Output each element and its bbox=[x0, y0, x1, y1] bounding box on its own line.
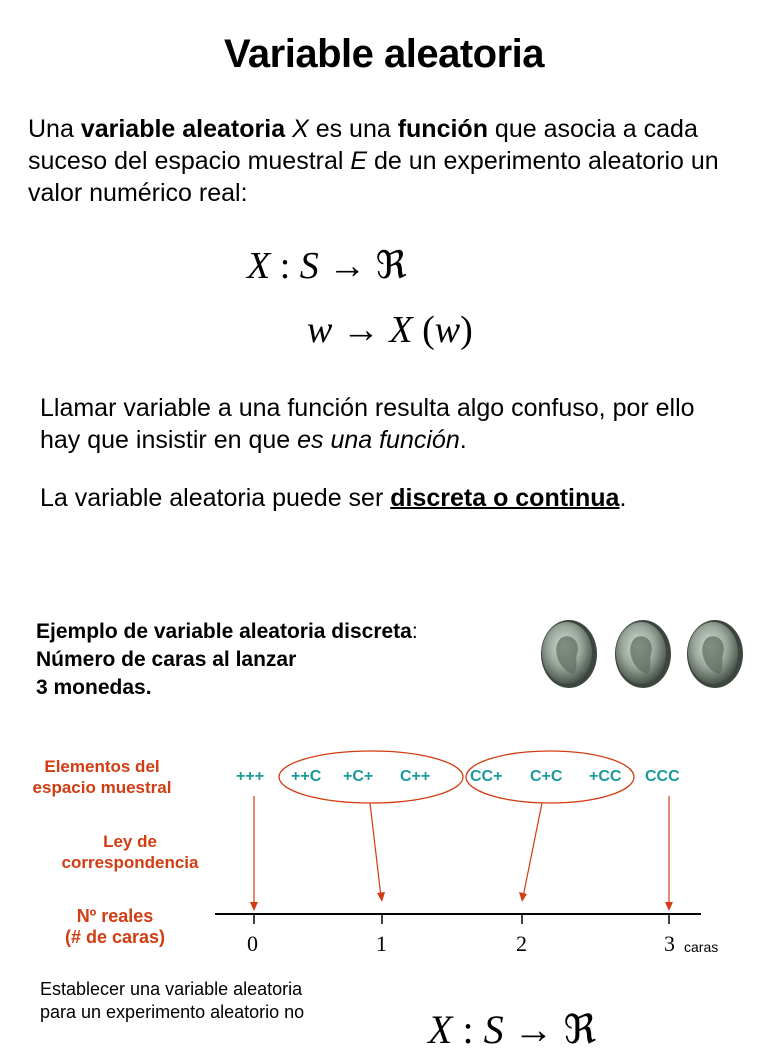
outcome-label: CCC bbox=[645, 768, 680, 785]
outcome-label: +C+ bbox=[343, 768, 374, 785]
coin-icon bbox=[541, 620, 597, 688]
outcome-label: CC+ bbox=[470, 768, 503, 785]
arrow-to-1 bbox=[370, 803, 381, 897]
example-heading: Ejemplo de variable aleatoria discreta: Número de caras al lanzar 3 monedas. bbox=[36, 620, 418, 699]
coin-icon bbox=[687, 620, 743, 688]
formula-element-mapping: w → X (w) bbox=[307, 309, 473, 351]
outcome-label: +++ bbox=[236, 768, 265, 785]
label-correspondence-law: Ley de correspondencia bbox=[61, 832, 199, 872]
note-function: Llamar variable a una función resulta algo confuso, por ello hay que insistir en que es una función. bbox=[40, 394, 695, 454]
arrow-to-2 bbox=[523, 803, 542, 897]
coins-illustration bbox=[535, 614, 747, 692]
outcome-label: C++ bbox=[400, 768, 431, 785]
page-title: Variable aleatoria bbox=[223, 32, 545, 76]
formula-mapping: X : S → ℜ bbox=[247, 245, 407, 287]
outcome-label: ++C bbox=[291, 768, 322, 785]
label-sample-space: Elementos del espacio muestral bbox=[32, 757, 172, 797]
axis-unit-label: caras bbox=[684, 939, 719, 955]
outcome-label: +CC bbox=[589, 768, 622, 785]
bottom-text: Establecer una variable aleatoria para un experimento aleatorio no bbox=[40, 979, 305, 1022]
label-real-numbers: Nº reales (# de caras) bbox=[64, 906, 166, 947]
outcome-label: C+C bbox=[530, 768, 563, 785]
formula-mapping-bottom: X : S → ℜ bbox=[428, 1007, 597, 1052]
axis-tick-label: 3 bbox=[664, 931, 675, 956]
coin-icon bbox=[615, 620, 671, 688]
axis-tick-label: 0 bbox=[247, 931, 258, 956]
note-discrete-continuous: La variable aleatoria puede ser discreta o continua. bbox=[40, 484, 627, 512]
axis-tick-label: 2 bbox=[516, 931, 527, 956]
definition-text: Una variable aleatoria X es una función que asocia a cada suceso del espacio muestral E de un experimento aleatorio un valor numérico real: bbox=[28, 115, 719, 207]
axis-tick-label: 1 bbox=[376, 931, 387, 956]
